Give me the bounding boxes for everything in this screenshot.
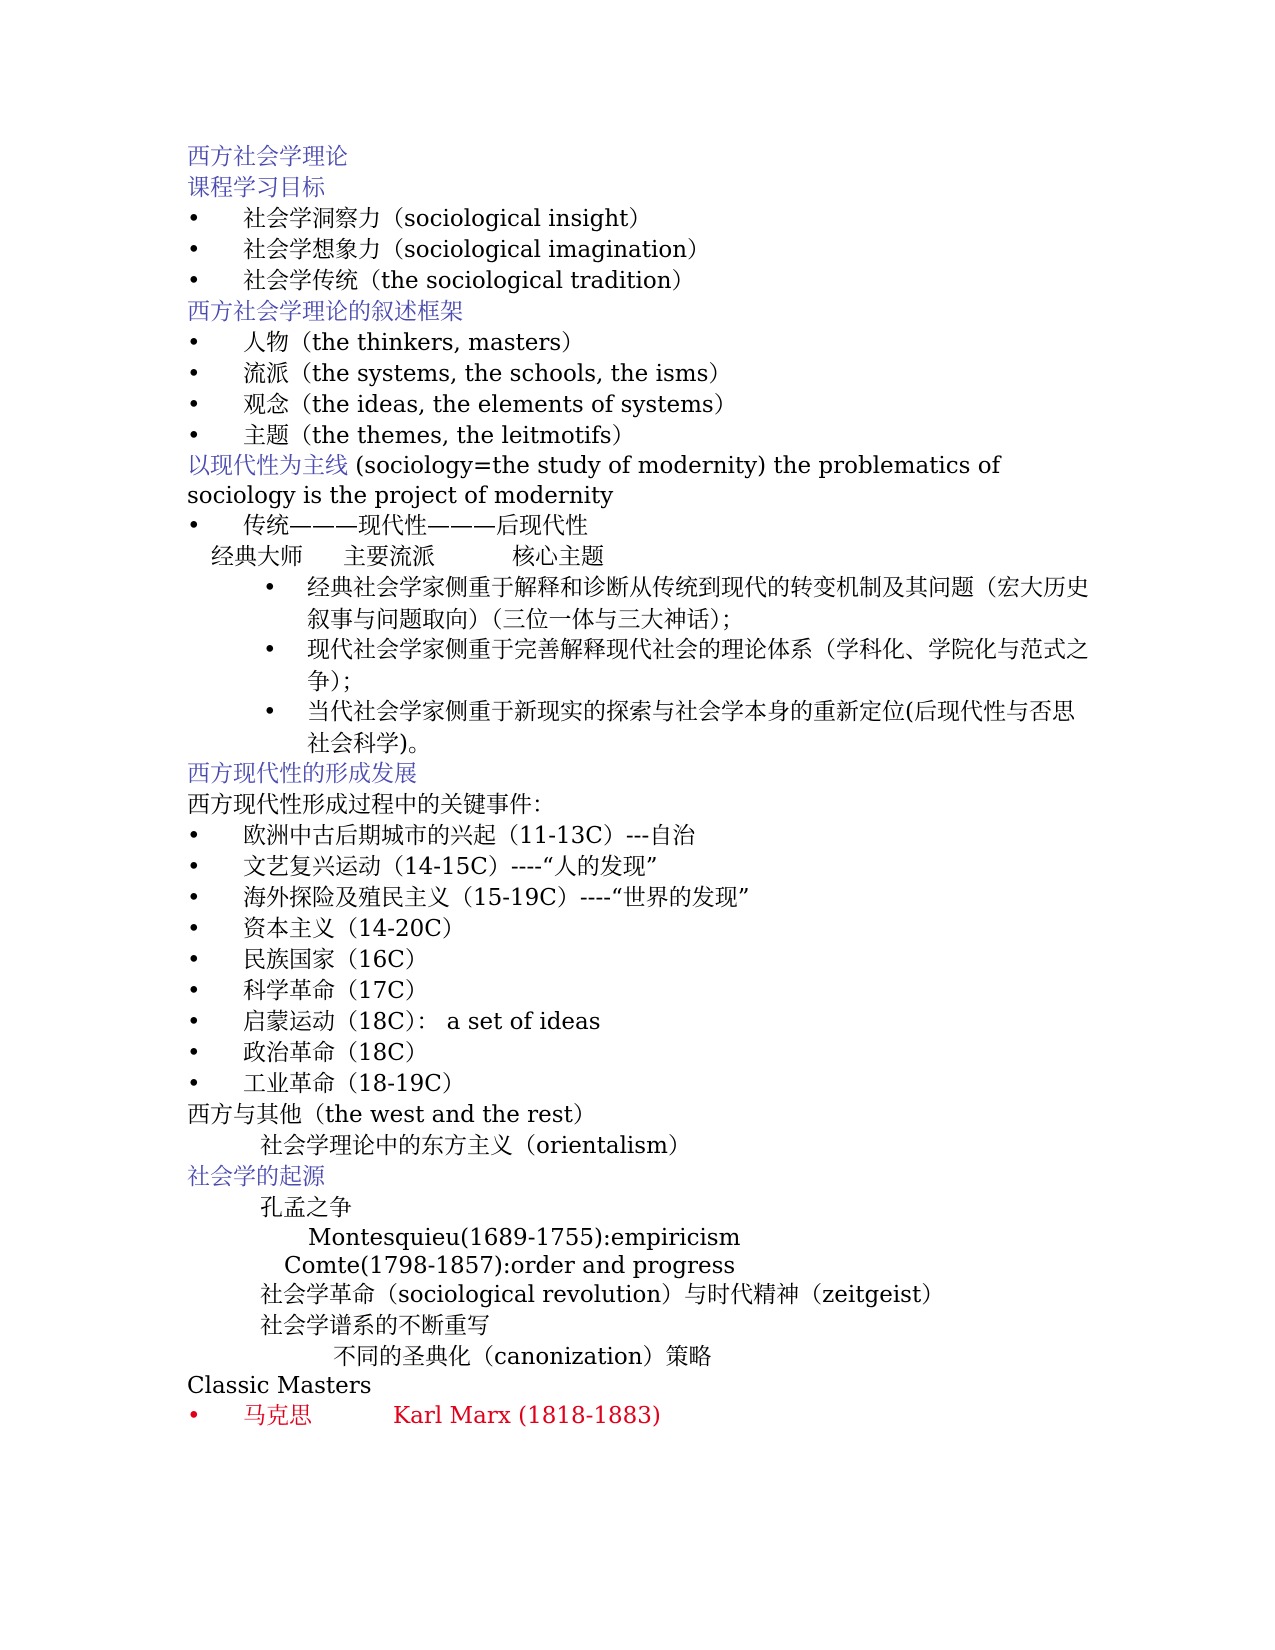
objective-text: 社会学洞察力（sociological insight）: [243, 206, 652, 232]
bullet: •: [187, 947, 201, 973]
montesquieu-line: Montesquieu(1689-1755):empiricism: [308, 1225, 741, 1251]
event-text: 民族国家（16C）: [243, 947, 428, 973]
western-modernity-heading: 西方现代性的形成发展: [187, 761, 417, 787]
event-text: 启蒙运动（18C）： a set of ideas: [243, 1009, 601, 1035]
framework-text: 主题（the themes, the leitmotifs）: [243, 423, 635, 449]
bullet: •: [187, 423, 201, 449]
modernity-sub-item: [187, 634, 1095, 696]
marx-english-name: Karl Marx (1818-1883): [393, 1403, 661, 1429]
bullet: •: [263, 575, 277, 601]
framework-text: 流派（the systems, the schools, the isms）: [243, 361, 732, 387]
event-text: 工业革命（18-19C）: [243, 1071, 465, 1097]
framework-heading: 西方社会学理论的叙述框架: [187, 299, 463, 325]
bullet: •: [187, 1403, 201, 1429]
modernity-sub-item: [187, 572, 1095, 634]
western-modernity-intro: 西方现代性形成过程中的关键事件：: [187, 792, 555, 818]
bullet: •: [187, 361, 201, 387]
objectives-heading: 课程学习目标: [187, 175, 325, 201]
modernity-line: 传统———现代性———后现代性: [243, 513, 588, 539]
event-text: 科学革命（17C）: [243, 978, 428, 1004]
course-title: 西方社会学理论: [187, 144, 348, 170]
bullet: •: [187, 268, 201, 294]
classic-masters-heading: Classic Masters: [187, 1373, 372, 1399]
bullet: •: [187, 916, 201, 942]
comte-line: Comte(1798-1857):order and progress: [284, 1253, 736, 1279]
canonization-line: 不同的圣典化（canonization）策略: [333, 1344, 712, 1370]
bullet: •: [187, 392, 201, 418]
sub-item-text: 经典社会学家侧重于解释和诊断从传统到现代的转变机制及其问题（宏大历史叙事与问题取向）（三位一体与三大神话）；: [307, 575, 1089, 633]
genealogy-line: 社会学谱系的不断重写: [260, 1313, 490, 1339]
west-and-rest: 西方与其他（the west and the rest）: [187, 1102, 596, 1128]
modernity-sub-item: [187, 696, 1095, 758]
kongmeng-line: 孔孟之争: [260, 1195, 352, 1221]
bullet: •: [187, 1071, 201, 1097]
bullet: •: [263, 637, 277, 663]
modernity-text: (sociology=the study of modernity) the problematics of sociology is the project of modernity: [187, 453, 1001, 509]
marx-chinese-name: 马克思: [243, 1403, 312, 1429]
sub-item-text: 现代社会学家侧重于完善解释现代社会的理论体系（学科化、学院化与范式之争）；: [307, 637, 1089, 695]
event-text: 文艺复兴运动（14-15C）----“人的发现”: [243, 854, 658, 880]
bullet: •: [187, 513, 201, 539]
bullet: •: [187, 885, 201, 911]
bullet: •: [187, 1040, 201, 1066]
modernity-paragraph: [187, 451, 1095, 511]
modernity-heading: 以现代性为主线: [187, 453, 348, 479]
event-text: 海外探险及殖民主义（15-19C）----“世界的发现”: [243, 885, 750, 911]
objective-text: 社会学传统（the sociological tradition）: [243, 268, 695, 294]
sub-item-text: 当代社会学家侧重于新现实的探索与社会学本身的重新定位(后现代性与否思社会科学)。: [307, 699, 1075, 757]
objective-text: 社会学想象力（sociological imagination）: [243, 237, 711, 263]
bullet: •: [187, 330, 201, 356]
event-text: 政治革命（18C）: [243, 1040, 428, 1066]
bullet: •: [187, 823, 201, 849]
framework-text: 人物（the thinkers, masters）: [243, 330, 585, 356]
framework-text: 观念（the ideas, the elements of systems）: [243, 392, 737, 418]
label-main-schools: 主要流派: [343, 544, 435, 570]
event-text: 资本主义（14-20C）: [243, 916, 465, 942]
bullet: •: [187, 237, 201, 263]
bullet: •: [187, 206, 201, 232]
bullet: •: [187, 1009, 201, 1035]
revolution-line: 社会学革命（sociological revolution）与时代精神（zeitgeist）: [260, 1282, 945, 1308]
event-text: 欧洲中古后期城市的兴起（11-13C）---自治: [243, 823, 696, 849]
bullet: •: [263, 699, 277, 725]
label-core-themes: 核心主题: [512, 544, 604, 570]
bullet: •: [187, 854, 201, 880]
label-classic-masters: 经典大师: [211, 544, 303, 570]
bullet: •: [187, 978, 201, 1004]
orientalism-line: 社会学理论中的东方主义（orientalism）: [260, 1133, 691, 1159]
origins-heading: 社会学的起源: [187, 1164, 325, 1190]
